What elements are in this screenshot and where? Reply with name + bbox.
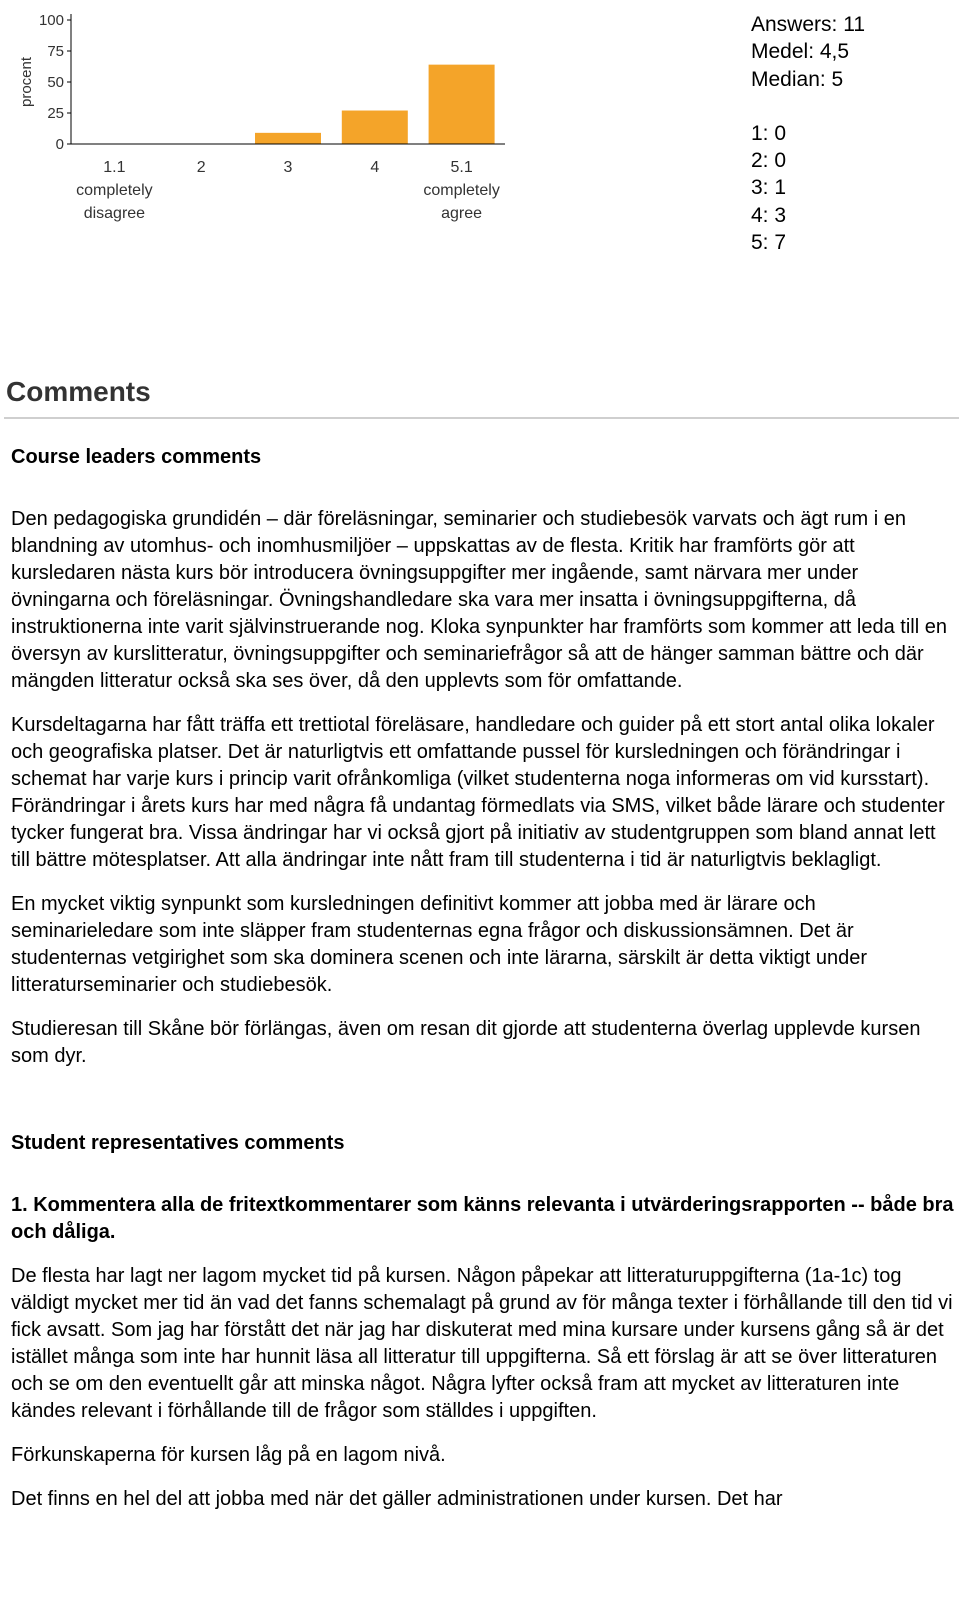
answers-count: Answers: 11 [751, 13, 865, 36]
bar-3 [255, 133, 321, 144]
student-reps-paragraph: De flesta har lagt ner lagom mycket tid på kursen. Någon påpekar att litteraturuppgifterna (1a-1c) tog väldigt mycket mer tid än vad det fanns schemalagt på grund av för många texter i förhållande till den tid vi fick avsatt. Som jag har förstått det när jag har diskuterat med mina kursare under kursens gång så är det istället många som inte har hunnit läsa all litteratur till uppgifterna. Så ett förslag är att se över litteraturen och se om den eventuellt går att minska något. Några lyfter också fram att mycket av litteraturen inte kändes relevant i förhållande till de frågor som ställdes i uppgiften. [11, 1265, 953, 1422]
student-reps-paragraph: Förkunskaperna för kursen låg på en lagom nivå. [11, 1444, 446, 1466]
x-tick-label: completely [423, 182, 500, 199]
y-tick-label: 25 [47, 105, 64, 122]
x-tick-label: 1.1 [103, 159, 126, 176]
count-3: 3: 1 [751, 176, 787, 200]
count-5: 5: 7 [751, 231, 787, 255]
course-leaders-heading: Course leaders comments [11, 446, 262, 468]
y-axis-label: procent [18, 56, 35, 108]
student-reps-heading: Student representatives comments [11, 1132, 345, 1154]
mean-value: Medel: 4,5 [751, 40, 850, 64]
comments-body [11, 444, 956, 1513]
course-leaders-paragraph: Kursdeltagarna har fått träffa ett trettiotal föreläsare, handledare och guider på ett stort antal olika lokaler och geografiska platser. Det är naturligtvis ett omfattande pussel för kursledningen och förändringar i schemat har varje kurs i princip varit ofrånkomliga (vilket studenterna noga informeras om vid kursstart). Förändringar i årets kurs har med några få undantag förmedlats via SMS, vilket både lärare och studenter tycker fungerat bra. Vissa ändringar har vi också gjort på initiativ av studentgruppen som bland annat lett till bättre mötesplatser. Att alla ändringar inte nått fram till studenterna i tid är naturligtvis beklagligt. [11, 714, 945, 871]
course-leaders-paragraph: Den pedagogiska grundidén – där föreläsningar, seminarier och studiebesök varvats och ägt rum i en blandning av utomhus- och inomhusmiljöer – uppskattas av de flesta. Kritik har framförts gör att kursledaren nästa kurs bör introducera övningsuppgifter mer ingående, samt närvara mer under övningarna och föreläsningar. Övningshandledare ska vara mer insatta i övningsuppgifterna, då instruktionerna inte varit självinstruerande nog. Kloka synpunkter har framförts som kommer att leda till en översyn av kurslitteratur, övningsuppgifter och seminariefrågor så att de hänger samman bättre och där mängden litteratur också ska ses över, då den upplevts som för omfattande. [11, 508, 947, 692]
rating-bar-chart [5, 5, 525, 245]
x-tick-label: 3 [283, 159, 293, 176]
bar-5 [429, 65, 495, 144]
x-tick-label: completely [76, 182, 153, 199]
section-divider [4, 417, 959, 419]
x-tick-label: 5.1 [450, 159, 473, 176]
course-leaders-paragraph: Studieresan till Skåne bör förlängas, även om resan dit gjorde att studenterna överlag upplevde kursen som dyr. [11, 1018, 921, 1067]
stats-panel [751, 11, 865, 256]
x-tick-label: disagree [83, 205, 146, 222]
median-value: Median: 5 [751, 67, 844, 91]
x-tick-label: 2 [196, 159, 206, 176]
x-tick-label: 4 [370, 159, 380, 176]
x-tick-label: agree [441, 205, 483, 222]
question-heading: 1. Kommentera alla de fritextkommentarer som känns relevanta i utvärderingsrapporten -- både bra och dåliga. [11, 1194, 954, 1243]
count-4: 4: 3 [751, 203, 787, 227]
course-leaders-paragraph: En mycket viktig synpunkt som kursledningen definitivt kommer att jobba med är lärare och seminarieledare som inte släpper fram studenternas egna frågor och diskussionsämnen. Det är studenternas vetgirighet som ska dominera scenen och inte lärarna, särskilt är detta viktigt under litteraturseminarier och studiebesök. [11, 893, 867, 996]
student-reps-paragraph: Det finns en hel del att jobba med när det gäller administrationen under kursen. Det har [11, 1488, 783, 1510]
y-tick-label: 50 [47, 74, 64, 91]
y-tick-label: 0 [55, 136, 64, 153]
count-2: 2: 0 [751, 149, 787, 173]
count-1: 1: 0 [751, 121, 787, 145]
y-tick-label: 75 [47, 43, 64, 60]
y-tick-label: 100 [38, 12, 64, 29]
bar-4 [342, 111, 408, 144]
comments-title: Comments [6, 376, 151, 407]
